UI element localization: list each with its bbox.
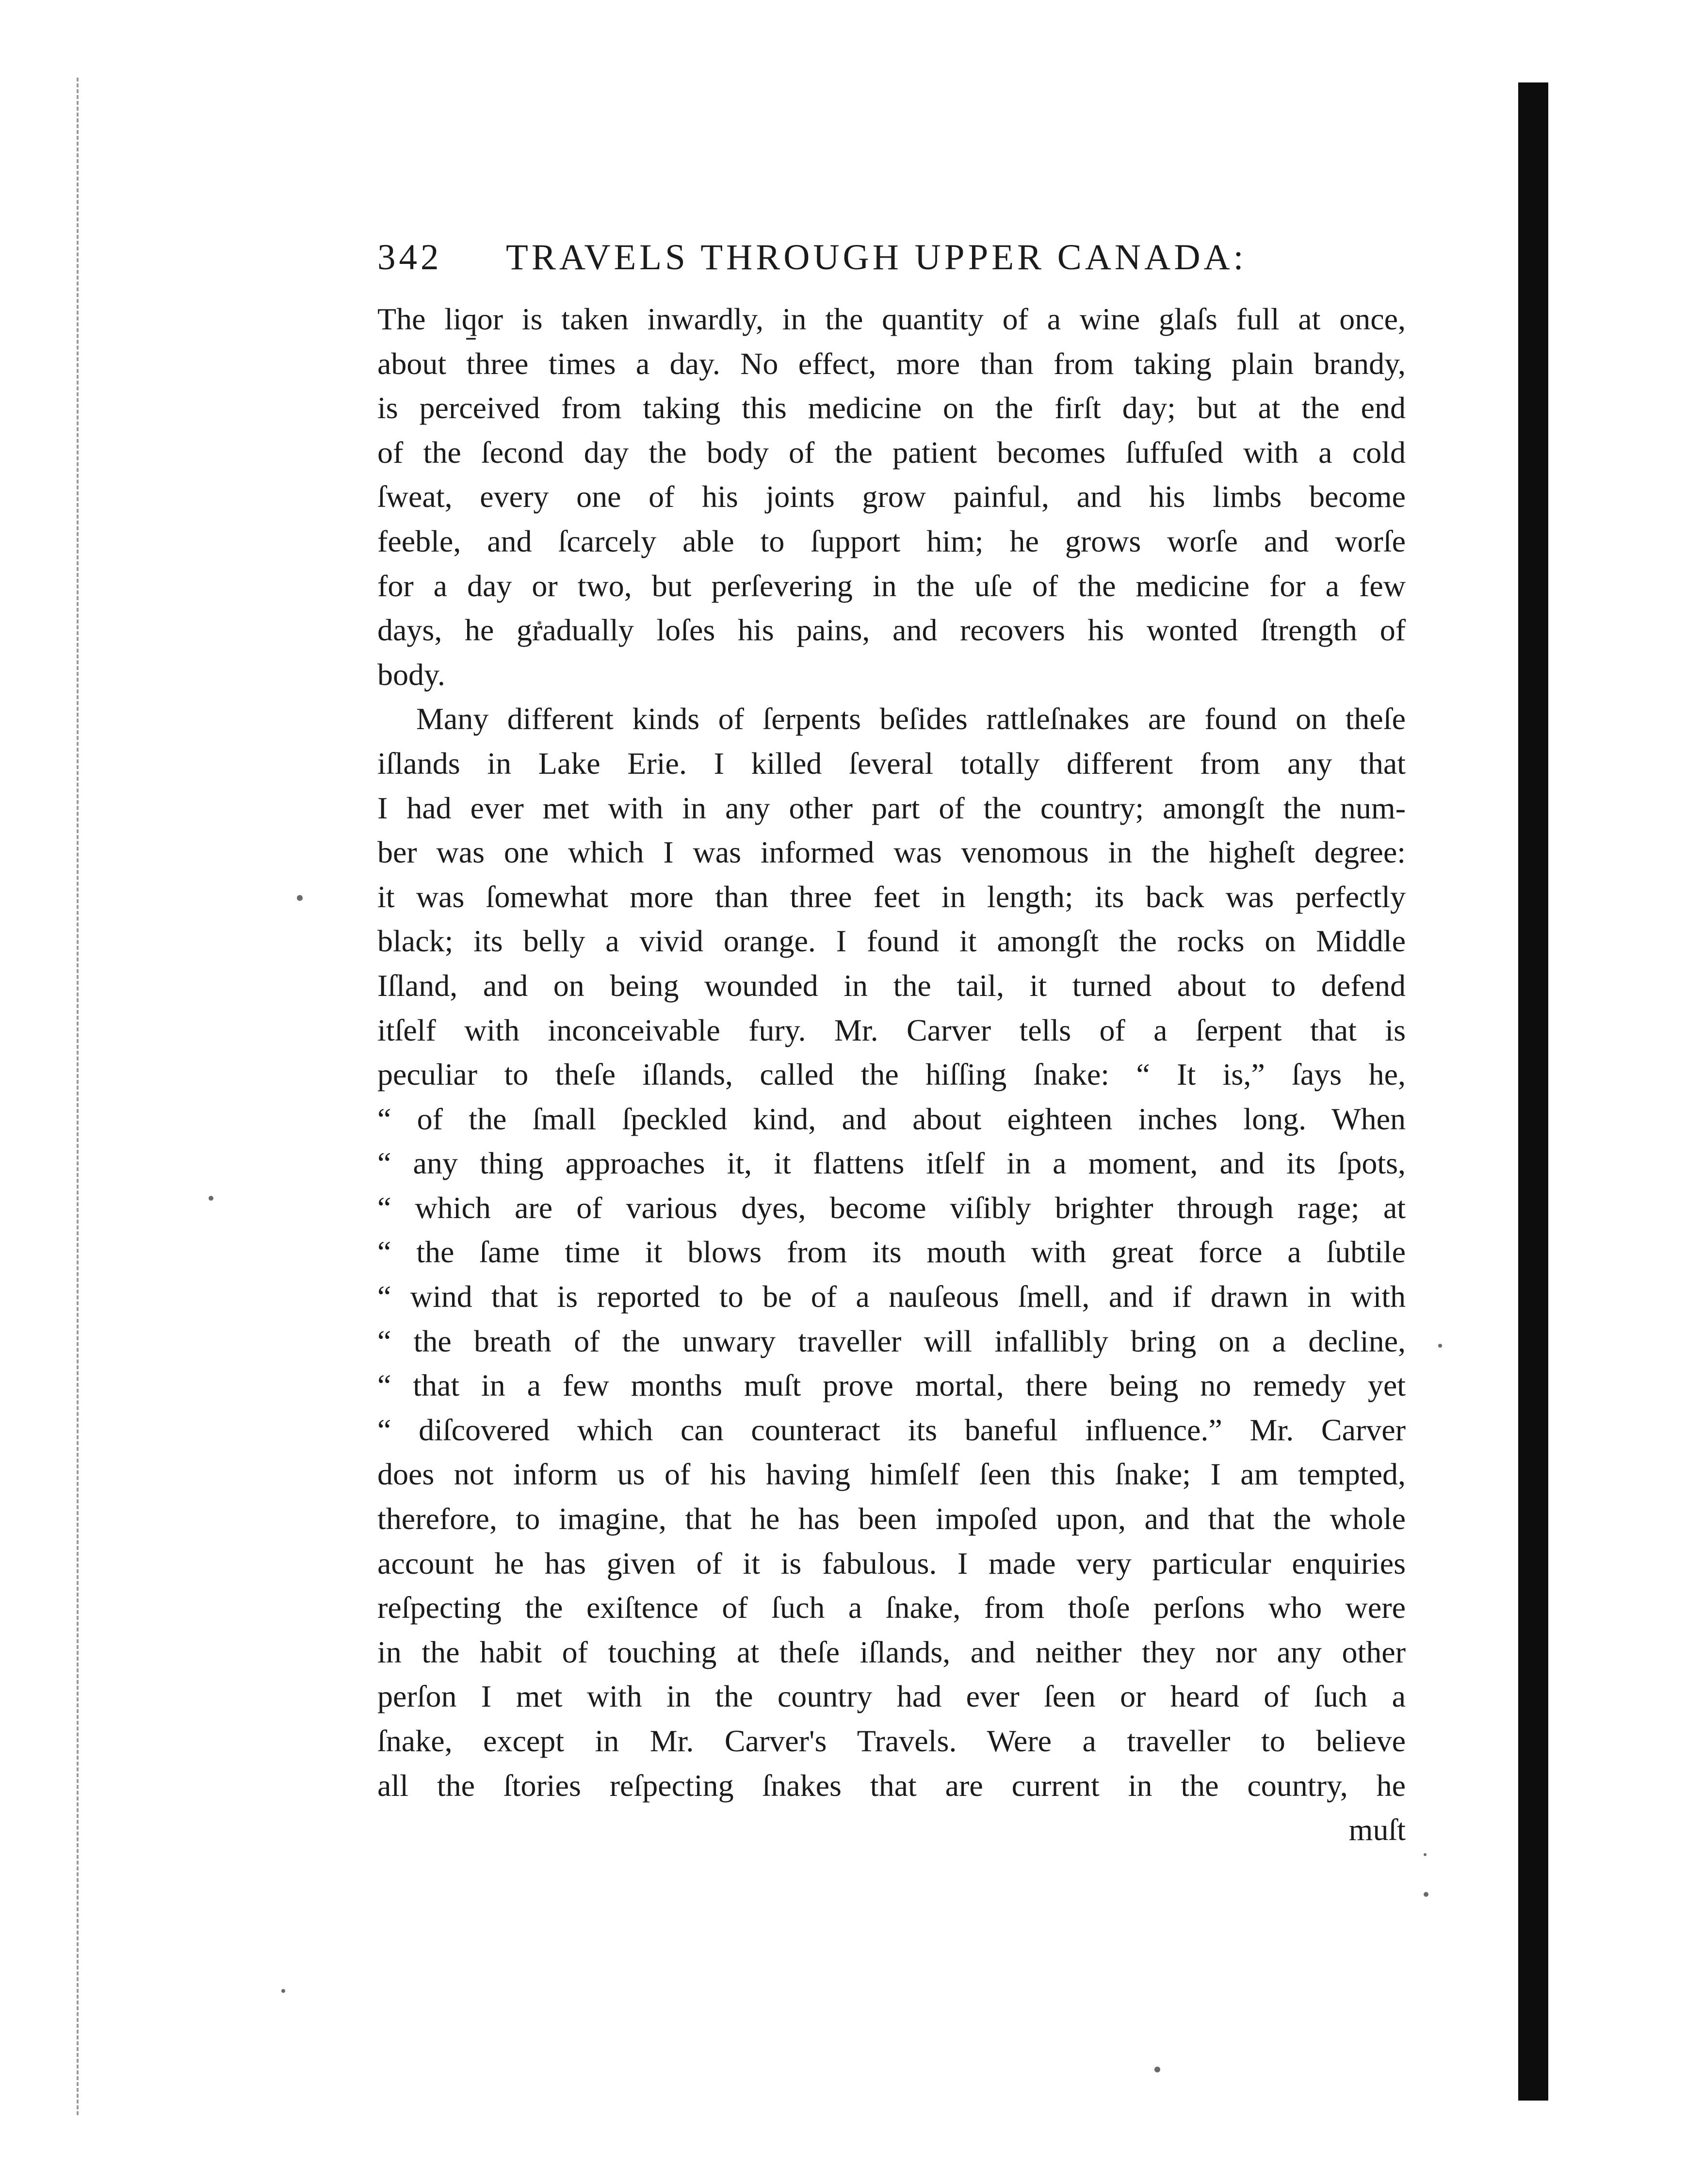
text-line: it was ſomewhat more than three feet in length; its back was perfectly	[377, 879, 1406, 914]
text-line: for a day or two, but perſevering in the uſe of the medicine for a few	[377, 568, 1406, 603]
text-line: “ any thing approaches it, it flattens itſelf in a moment, and its ſpots,	[377, 1146, 1406, 1181]
text-line: iſlands in Lake Erie. I killed ſeveral totally different from any that	[377, 746, 1406, 781]
text-line: reſpecting the exiſtence of ſuch a ſnake, from thoſe perſons who were	[377, 1590, 1406, 1625]
text-line: I had ever met with in any other part of the country; amongſt the num-	[377, 790, 1406, 825]
text-line: perſon I met with in the country had ever ſeen or heard of ſuch a	[377, 1679, 1406, 1714]
text-line: feeble, and ſcarcely able to ſupport him; he grows worſe and worſe	[377, 523, 1406, 558]
text-line: Iſland, and on being wounded in the tail, it turned about to defend	[377, 968, 1406, 1003]
scan-speck	[297, 895, 303, 901]
body-text	[377, 297, 1406, 1852]
text-line: Many different kinds of ſerpents beſides rattleſnakes are found on theſe	[416, 701, 1406, 736]
text-line: “ diſcovered which can counteract its baneful influence.” Mr. Carver	[377, 1412, 1406, 1447]
text-line: “ the breath of the unwary traveller will infallibly bring on a decline,	[377, 1323, 1406, 1358]
scan-speck	[209, 1196, 213, 1201]
text-line: “ wind that is reported to be of a nauſeous ſmell, and if drawn in with	[377, 1279, 1406, 1314]
scan-speck	[281, 1989, 285, 1993]
text-line: “ that in a few months muſt prove mortal, there being no remedy yet	[377, 1368, 1406, 1403]
right-edge-bar	[1518, 82, 1548, 2101]
left-margin-rule	[77, 78, 79, 2115]
text-line: all the ſtories reſpecting ſnakes that are current in the country, he	[377, 1768, 1406, 1803]
text-line: “ which are of various dyes, become viſibly brighter through rage; at	[377, 1190, 1406, 1225]
text-line: “ of the ſmall ſpeckled kind, and about eighteen inches long. When	[377, 1101, 1406, 1136]
text-line: ſnake, except in Mr. Carver's Travels. Were a traveller to believe	[377, 1724, 1406, 1758]
scan-speck	[1424, 1892, 1428, 1897]
scan-speck	[1424, 1853, 1427, 1856]
page-number: 342	[377, 237, 442, 277]
text-line: “ the ſame time it blows from its mouth with great force a ſubtile	[377, 1235, 1406, 1270]
text-line: about three times a day. No effect, more than from taking plain brandy,	[377, 346, 1406, 381]
scan-speck	[1438, 1344, 1442, 1348]
text-line: account he has given of it is fabulous. I made very particular enquiries	[377, 1546, 1406, 1581]
text-line: The liq̱or is taken inwardly, in the quantity of a wine glaſs full at once,	[377, 302, 1406, 336]
text-line: peculiar to theſe iſlands, called the hiſſing ſnake: “ It is,” ſays he,	[377, 1057, 1406, 1092]
catchword: muſt	[1348, 1812, 1406, 1847]
text-line: ber was one which I was informed was venomous in the higheſt degree:	[377, 835, 1406, 870]
text-line: itſelf with inconceivable fury. Mr. Carver tells of a ſerpent that is	[377, 1012, 1406, 1047]
text-line: does not inform us of his having himſelf ſeen this ſnake; I am tempted,	[377, 1457, 1406, 1492]
text-line: in the habit of touching at theſe iſlands, and neither they nor any other	[377, 1634, 1406, 1669]
text-line: black; its belly a vivid orange. I found it amongſt the rocks on Middle	[377, 924, 1406, 959]
text-line: therefore, to imagine, that he has been impoſed upon, and that the whole	[377, 1501, 1406, 1536]
text-line: days, he gradually loſes his pains, and recovers his wonted ſtrength of	[377, 613, 1406, 648]
text-line: of the ſecond day the body of the patient becomes ſuffuſed with a cold	[377, 435, 1406, 470]
text-line: body.	[377, 657, 445, 692]
page-header	[377, 237, 1406, 290]
scan-speck	[1154, 2067, 1160, 2072]
running-head: TRAVELS THROUGH UPPER CANADA:	[506, 237, 1247, 277]
text-line: ſweat, every one of his joints grow painful, and his limbs become	[377, 479, 1406, 514]
text-line: is perceived from taking this medicine on the firſt day; but at the end	[377, 391, 1406, 425]
